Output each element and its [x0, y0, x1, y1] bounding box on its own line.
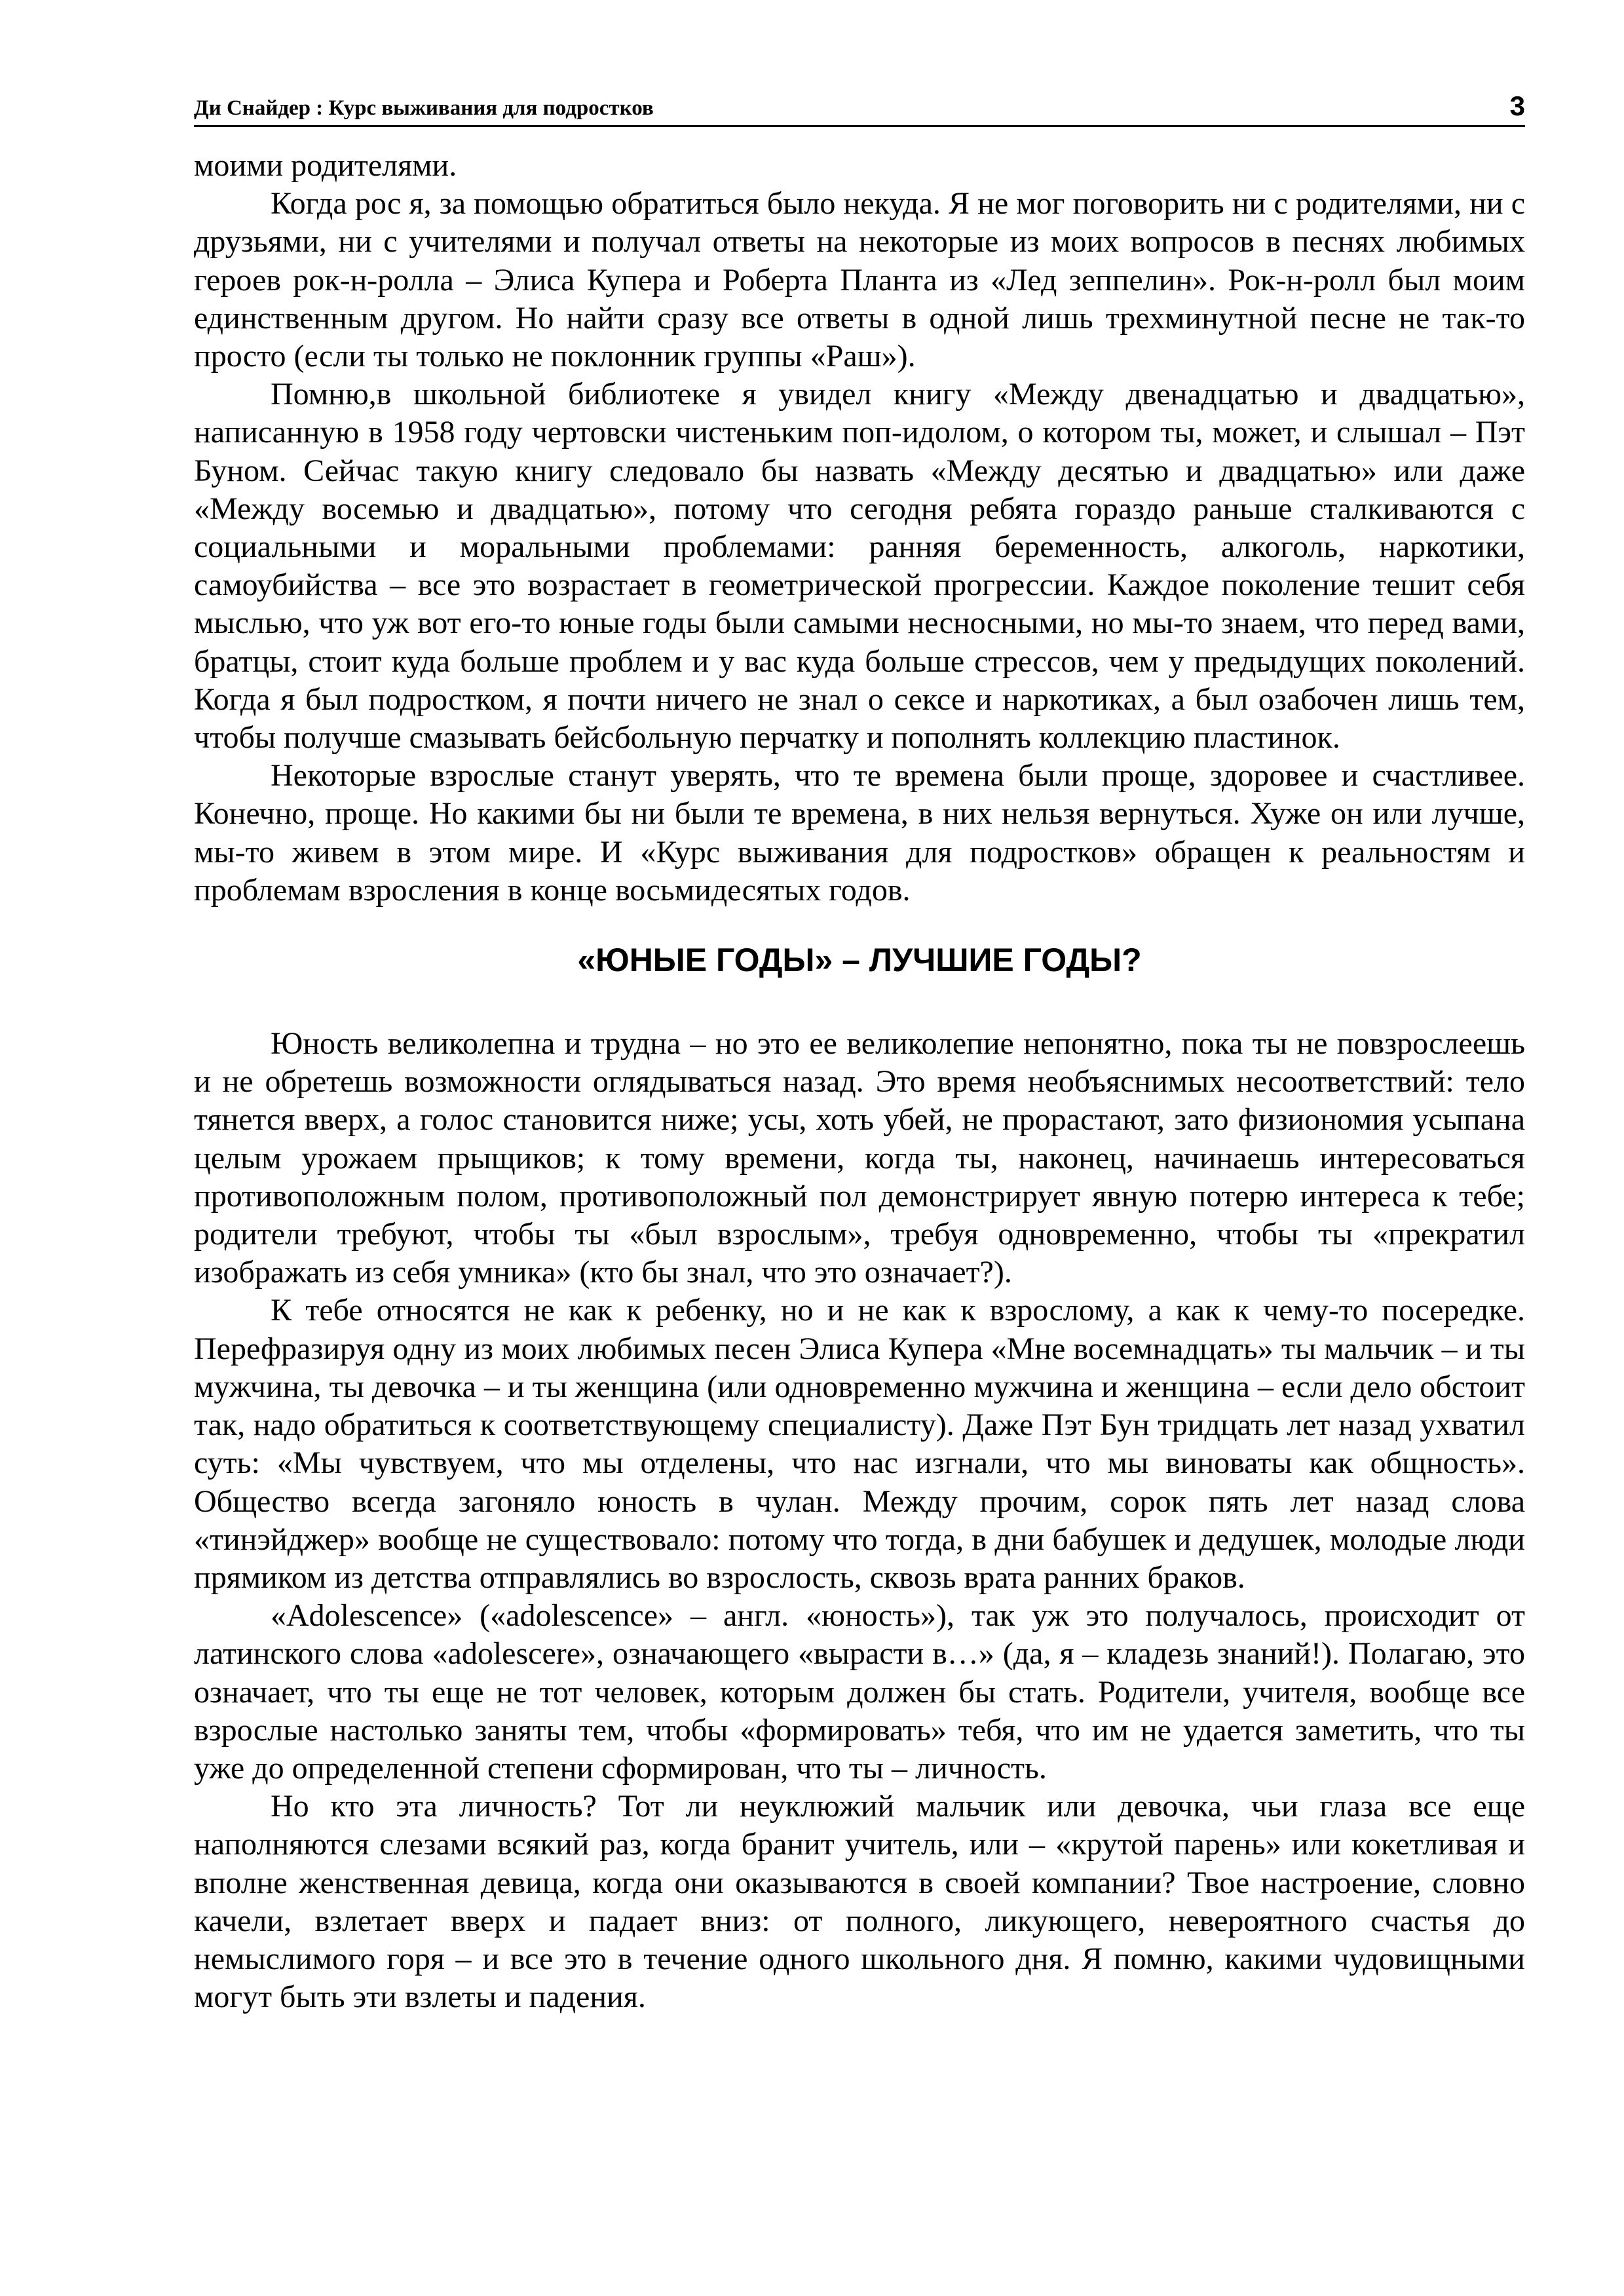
paragraph-2: Когда рос я, за помощью обратиться было некуда. Я не мог поговорить ни с родителями, ни с друзьями, ни с учителями и получал ответы на некоторые из моих вопросов в песнях любимых героев рок-н-ролла – Элиса Купера и Роберта Планта из «Лед зеппелин». Рок-н-ролл был моим единственным другом. Но найти сразу все ответы в одной лишь трехминутной песне не так-то просто (если ты только не поклонник группы «Раш»). [194, 186, 1525, 374]
paragraph-8: Но кто эта личность? Тот ли неуклюжий мальчик или девочка, чьи глаза все еще наполняются слезами всякий раз, когда бранит учитель, или – «крутой парень» или кокетливая и вполне женственная девица, когда они оказываются в своей компании? Твое настроение, словно качели, взлетает вверх и падает вниз: от полного, ликующего, невероятного счастья до немыслимого горя – и все это в течение одного школьного дня. Я помню, какими чудовищными могут быть эти взлеты и падения. [194, 1789, 1525, 2015]
paragraph-1: моими родителями. [194, 148, 457, 183]
paragraph-4: Некоторые взрослые станут уверять, что те времена были проще, здоровее и счастливее. Конечно, проще. Но какими бы ни были те времена, в них нельзя вернуться. Хуже он или лучше, мы-то живем в этом мире. И «Курс выживания для подростков» обращен к реальностям и проблемам взросления в конце восьмидесятых годов. [194, 758, 1525, 908]
paragraph-7: «Adolescence» («adolescence» – англ. «юность»), так уж это получалось, происходит от латинского слова «adolescere», означающего «вырасти в…» (да, я – кладезь знаний!). Полагаю, это означает, что ты еще не тот человек, которым должен бы стать. Родители, учителя, вообще все взрослые настолько заняты тем, чтобы «формировать» тебя, что им не удается заметить, что ты уже до определенной степени сформирован, что ты – личность. [194, 1598, 1525, 1786]
text-body [194, 147, 1525, 2016]
paragraph-5: Юность великолепна и трудна – но это ее великолепие непонятно, пока ты не повзрослеешь и не обретешь возможности оглядываться назад. Это время необъяснимых несоответствий: тело тянется вверх, а голос становится ниже; усы, хоть убей, не прорастают, зато физиономия усыпана целым урожаем прыщиков; к тому времени, когда ты, наконец, начинаешь интересоваться противоположным полом, противоположный пол демонстрирует явную потерю интереса к тебе; родители требуют, чтобы ты «был взрослым», требуя одновременно, чтобы ты «прекратил изображать из себя умника» (кто бы знал, что это означает?). [194, 1026, 1525, 1290]
paragraph-3: Помню,в школьной библиотеке я увидел книгу «Между двенадцатью и двадцатью», написанную в 1958 году чертовски чистеньким поп-идолом, о котором ты, может, и слышал – Пэт Буном. Сейчас такую книгу следовало бы назвать «Между десятью и двадцатью» или даже «Между восемью и двадцатью», потому что сегодня ребята гораздо раньше сталкиваются с социальными и моральными проблемами: ранняя беременность, алкоголь, наркотики, самоубийства – все это возрастает в геометрической прогрессии. Каждое поколение тешит себя мыслью, что уж вот его-то юные годы были самыми несносными, но мы-то знаем, что перед вами, братцы, стоит куда больше проблем и у вас куда больше стрессов, чем у предыдущих поколений. Когда я был подростком, я почти ничего не знал о сексе и наркотиках, а был озабочен лишь тем, чтобы получше смазывать бейсбольную перчатку и пополнять коллекцию пластинок. [194, 377, 1525, 756]
paragraph-6: К тебе относятся не как к ребенку, но и не как к взрослому, а как к чему-то посередке. Перефразируя одну из моих любимых песен Элиса Купера «Мне восемнадцать» ты мальчик – и ты мужчина, ты девочка – и ты женщина (или одновременно мужчина и женщина – если дело обстоит так, надо обратиться к соответствующему специалисту). Даже Пэт Бун тридцать лет назад ухватил суть: «Мы чувствуем, что мы отделены, что нас изгнали, что мы виноваты как общность». Общество всегда загоняло юность в чулан. Между прочим, сорок пять лет назад слова «тинэйджер» вообще не существовало: потому что тогда, в дни бабушек и дедушек, молодые люди прямиком из детства отправлялись во взрослость, сквозь врата ранних браков. [194, 1293, 1525, 1595]
header-title: Ди Снайдер : Курс выживания для подростков [194, 96, 654, 120]
section-heading: «ЮНЫЕ ГОДЫ» – ЛУЧШИЕ ГОДЫ? [577, 942, 1142, 979]
page-number: 3 [1509, 90, 1525, 121]
running-header [194, 90, 1525, 127]
